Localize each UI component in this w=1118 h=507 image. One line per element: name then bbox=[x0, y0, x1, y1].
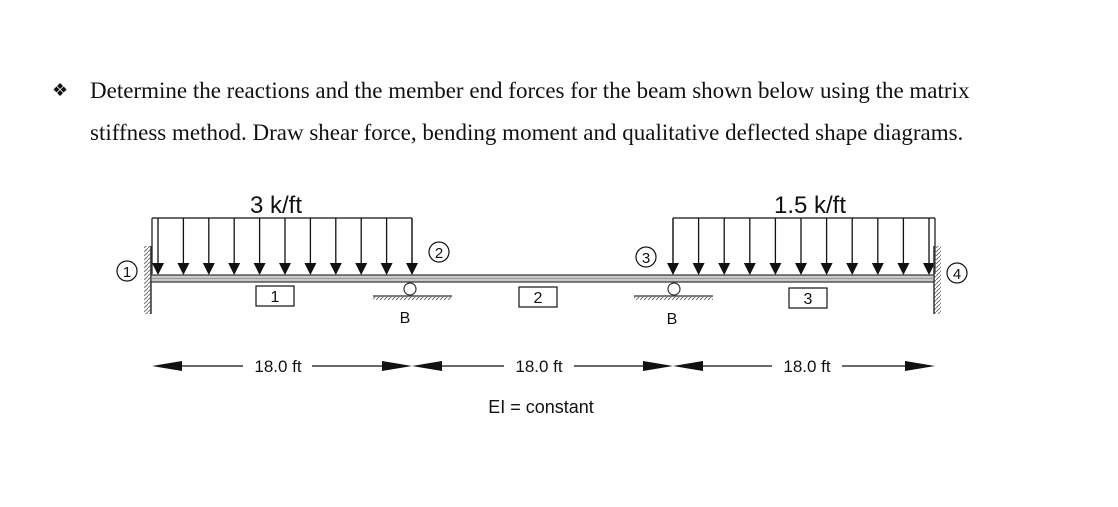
load-arrow-head bbox=[177, 263, 189, 275]
load-arrow-head bbox=[304, 263, 316, 275]
node-4 bbox=[947, 263, 967, 283]
load-arrow-head bbox=[406, 263, 418, 275]
dimension-span-1 bbox=[152, 357, 412, 376]
load-arrow-head bbox=[381, 263, 393, 275]
load-arrow-head bbox=[254, 263, 266, 275]
fixed-support-left bbox=[144, 246, 151, 314]
fixed-support-right bbox=[934, 246, 941, 314]
roller-support-b-left bbox=[373, 283, 452, 327]
distributed-load-2 bbox=[667, 192, 935, 275]
dimension-span-2 bbox=[412, 357, 673, 376]
support-label-b-right: B bbox=[666, 311, 678, 328]
ei-constant-note: EI = constant bbox=[488, 397, 594, 417]
load-arrow-head bbox=[667, 263, 679, 275]
load-arrow-head bbox=[744, 263, 756, 275]
member-2 bbox=[519, 287, 557, 307]
load-arrow-head bbox=[846, 263, 858, 275]
dimension-span-3 bbox=[673, 357, 935, 376]
load-arrow-head bbox=[923, 263, 935, 275]
diamond-bullet-icon: ❖ bbox=[52, 80, 69, 100]
problem-text-line-2: stiffness method. Draw shear force, bending moment and qualitative deflected shape diagrams. bbox=[90, 120, 964, 145]
span-1-label: 18.0 ft bbox=[254, 357, 302, 376]
node-3-label: 3 bbox=[641, 250, 651, 267]
member-3-label: 3 bbox=[803, 291, 813, 308]
load-arrow-head bbox=[718, 263, 730, 275]
load-arrow-head bbox=[872, 263, 884, 275]
load-arrow-head bbox=[152, 263, 164, 275]
node-1 bbox=[117, 261, 137, 281]
member-3 bbox=[789, 288, 827, 308]
distributed-load-1 bbox=[152, 192, 418, 275]
roller-support-b-right bbox=[634, 283, 713, 328]
node-2-label: 2 bbox=[434, 245, 444, 262]
load-arrow-head bbox=[228, 263, 240, 275]
node-2 bbox=[429, 242, 449, 262]
load-arrow-head bbox=[897, 263, 909, 275]
beam bbox=[151, 275, 934, 282]
load-arrow-head bbox=[769, 263, 781, 275]
span-3-label: 18.0 ft bbox=[783, 357, 831, 376]
load-arrow-head bbox=[795, 263, 807, 275]
load-1-arrows bbox=[152, 218, 418, 275]
load-arrow-head bbox=[821, 263, 833, 275]
member-1-label: 1 bbox=[270, 289, 280, 306]
load-1-label: 3 k/ft bbox=[249, 192, 303, 219]
load-arrow-head bbox=[279, 263, 291, 275]
load-arrow-head bbox=[203, 263, 215, 275]
member-2-label: 2 bbox=[533, 290, 543, 307]
span-2-label: 18.0 ft bbox=[515, 357, 563, 376]
member-1 bbox=[256, 286, 294, 306]
load-arrow-head bbox=[355, 263, 367, 275]
node-1-label: 1 bbox=[122, 264, 132, 281]
load-arrow-head bbox=[693, 263, 705, 275]
node-4-label: 4 bbox=[952, 266, 962, 283]
support-label-b-left: B bbox=[399, 310, 411, 327]
load-2-label: 1.5 k/ft bbox=[773, 192, 847, 219]
node-3 bbox=[636, 247, 656, 267]
load-arrow-head bbox=[330, 263, 342, 275]
load-2-arrows bbox=[667, 218, 935, 275]
problem-text-line-1: Determine the reactions and the member end forces for the beam shown below using the matrix bbox=[90, 78, 970, 103]
